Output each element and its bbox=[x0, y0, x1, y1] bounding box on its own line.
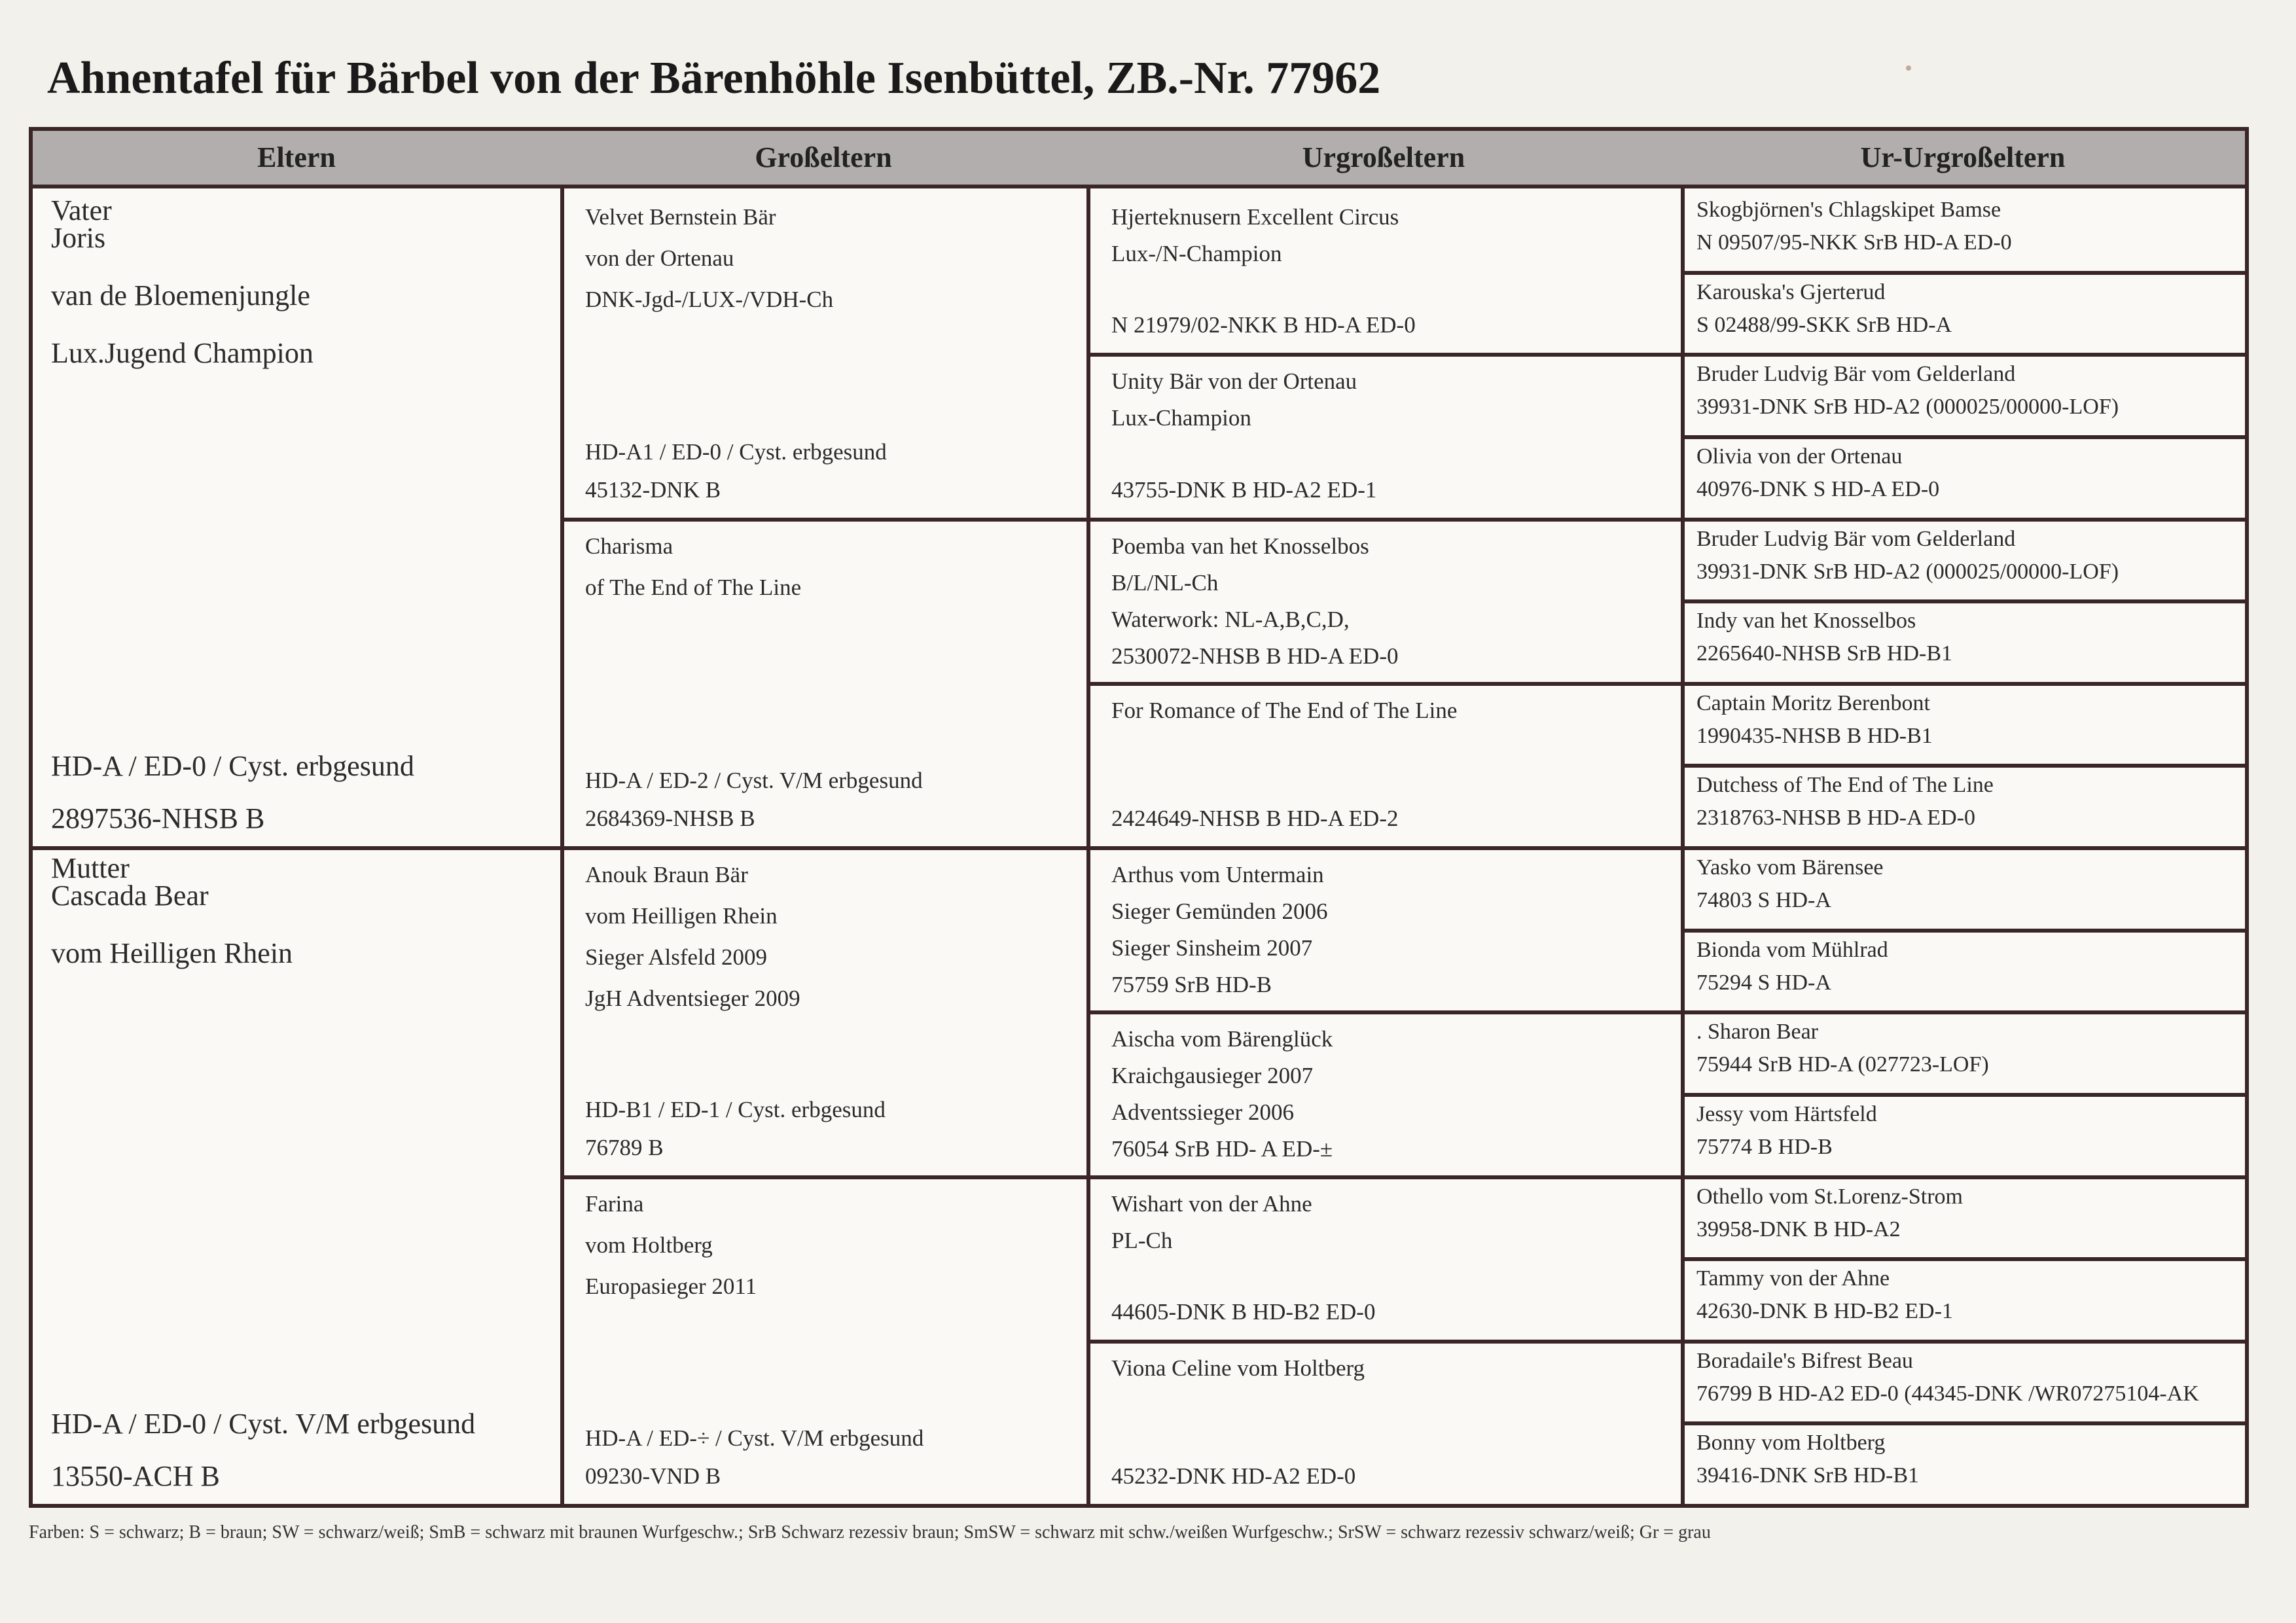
ancestor-name: Captain Moritz Berenbont bbox=[1696, 690, 1930, 715]
great-great-grandparent-cell bbox=[1681, 1340, 2245, 1426]
ancestor-registration: 75774 B HD-B bbox=[1696, 1134, 1833, 1159]
ancestor-name: Indy van het Knosselbos bbox=[1696, 609, 1916, 633]
great-grandparent-line: Aischa vom Bärenglück bbox=[1111, 1026, 1333, 1052]
ancestor-name: . Sharon Bear bbox=[1696, 1020, 1819, 1044]
ancestor-name: Skogbjörnen's Chlagskipet Bamse bbox=[1696, 198, 2001, 222]
parent-health: HD-A / ED-0 / Cyst. V/M erbgesund bbox=[51, 1408, 476, 1440]
great-grandparent-line: PL-Ch bbox=[1111, 1227, 1173, 1253]
parent-name-line: Joris bbox=[51, 222, 106, 254]
great-great-grandparent-cell bbox=[1681, 271, 2245, 357]
great-grandparent-line: Adventssieger 2006 bbox=[1111, 1099, 1294, 1126]
ancestor-registration: 39931-DNK SrB HD-A2 (000025/00000-LOF) bbox=[1696, 559, 2119, 584]
ancestor-name: Karouska's Gjerterud bbox=[1696, 279, 1886, 304]
great-grandparent-cell bbox=[1086, 1340, 1685, 1504]
ancestor-registration: 39958-DNK B HD-A2 bbox=[1696, 1217, 1901, 1241]
great-grandparent-registration: 43755-DNK B HD-A2 ED-1 bbox=[1111, 476, 1377, 503]
ancestor-registration: 76799 B HD-A2 ED-0 (44345-DNK /WR07275104-AK bbox=[1696, 1381, 2199, 1406]
grandparent-name-line: Europasieger 2011 bbox=[585, 1273, 757, 1299]
column-header: Großeltern bbox=[560, 131, 1090, 188]
great-grandparent-line: 2530072-NHSB B HD-A ED-0 bbox=[1111, 643, 1399, 669]
grandparent-health: HD-B1 / ED-1 / Cyst. erbgesund bbox=[585, 1096, 886, 1122]
parent-registration: 13550-ACH B bbox=[51, 1460, 220, 1492]
great-great-grandparent-cell bbox=[1681, 435, 2245, 522]
great-grandparent-line: 75759 SrB HD-B bbox=[1111, 972, 1272, 997]
ancestor-name: Jessy vom Härtsfeld bbox=[1696, 1101, 1877, 1126]
grandparent-name-line: vom Heilligen Rhein bbox=[585, 903, 778, 929]
great-grandparent-line: Viona Celine vom Holtberg bbox=[1111, 1355, 1365, 1381]
grandparent-registration: 45132-DNK B bbox=[585, 476, 721, 503]
great-great-grandparent-cell bbox=[1681, 188, 2245, 275]
grandparent-cell bbox=[560, 1175, 1090, 1505]
great-grandparent-registration: 45232-DNK HD-A2 ED-0 bbox=[1111, 1463, 1356, 1489]
ancestor-name: Tammy von der Ahne bbox=[1696, 1266, 1890, 1291]
great-grandparent-cell bbox=[1086, 353, 1685, 521]
great-grandparent-line: Kraichgausieger 2007 bbox=[1111, 1063, 1314, 1089]
great-grandparent-line: Sieger Gemünden 2006 bbox=[1111, 899, 1328, 924]
great-great-grandparent-cell bbox=[1681, 764, 2245, 850]
grandparent-name-line: Farina bbox=[585, 1190, 644, 1217]
great-grandparent-line: Arthus vom Untermain bbox=[1111, 862, 1324, 887]
great-grandparent-line: Unity Bär von der Ortenau bbox=[1111, 368, 1357, 395]
great-grandparent-registration: N 21979/02-NKK B HD-A ED-0 bbox=[1111, 312, 1416, 338]
great-grandparent-cell bbox=[1086, 682, 1685, 850]
great-grandparent-line: Lux-Champion bbox=[1111, 405, 1251, 431]
page-title: Ahnentafel für Bärbel von der Bärenhöhle Isenbüttel, ZB.-Nr. 77962 bbox=[47, 53, 1381, 103]
grandparent-cell bbox=[560, 846, 1090, 1179]
ancestor-registration: 40976-DNK S HD-A ED-0 bbox=[1696, 476, 1940, 501]
great-grandparent-cell bbox=[1086, 846, 1685, 1014]
parent-name-line: Lux.Jugend Champion bbox=[51, 337, 314, 369]
grandparent-cell bbox=[560, 188, 1090, 522]
ancestor-registration: 42630-DNK B HD-B2 ED-1 bbox=[1696, 1299, 1953, 1324]
grandparent-name-line: Sieger Alsfeld 2009 bbox=[585, 944, 768, 970]
ancestor-name: Olivia von der Ortenau bbox=[1696, 444, 1903, 469]
ancestor-name: Dutchess of The End of The Line bbox=[1696, 773, 1994, 798]
great-grandparent-cell bbox=[1086, 188, 1685, 357]
great-great-grandparent-cell bbox=[1681, 1010, 2245, 1097]
parent-health: HD-A / ED-0 / Cyst. erbgesund bbox=[51, 750, 414, 782]
grandparent-name-line: Velvet Bernstein Bär bbox=[585, 204, 776, 230]
ancestor-name: Boradaile's Bifrest Beau bbox=[1696, 1348, 1913, 1373]
great-great-grandparent-cell bbox=[1681, 599, 2245, 686]
grandparent-name-line: Anouk Braun Bär bbox=[585, 862, 748, 887]
ancestor-registration: N 09507/95-NKK SrB HD-A ED-0 bbox=[1696, 230, 2012, 255]
paper-speck bbox=[1906, 65, 1911, 71]
grandparent-registration: 2684369-NHSB B bbox=[585, 806, 755, 831]
ancestor-registration: 75294 S HD-A bbox=[1696, 970, 1831, 995]
great-great-grandparent-cell bbox=[1681, 518, 2245, 604]
grandparent-name-line: of The End of The Line bbox=[585, 574, 802, 600]
great-grandparent-registration: 2424649-NHSB B HD-A ED-2 bbox=[1111, 806, 1399, 831]
great-great-grandparent-cell bbox=[1681, 929, 2245, 1015]
great-great-grandparent-cell bbox=[1681, 1175, 2245, 1262]
great-grandparent-line: Sieger Sinsheim 2007 bbox=[1111, 935, 1313, 961]
grandparent-name-line: JgH Adventsieger 2009 bbox=[585, 986, 800, 1011]
great-great-grandparent-cell bbox=[1681, 1421, 2245, 1504]
great-great-grandparent-cell bbox=[1681, 353, 2245, 439]
grandparent-name-line: vom Holtberg bbox=[585, 1232, 713, 1258]
ancestor-registration: 39931-DNK SrB HD-A2 (000025/00000-LOF) bbox=[1696, 395, 2119, 419]
parent-role: Vater bbox=[51, 194, 112, 226]
great-grandparent-line: Waterwork: NL-A,B,C,D, bbox=[1111, 606, 1350, 632]
column-header: Urgroßeltern bbox=[1086, 131, 1685, 188]
ancestor-registration: 2265640-NHSB SrB HD-B1 bbox=[1696, 641, 1953, 666]
parent-name-line: van de Bloemenjungle bbox=[51, 279, 310, 312]
ancestor-name: Bruder Ludvig Bär vom Gelderland bbox=[1696, 362, 2016, 387]
dam-cell bbox=[33, 846, 564, 1504]
great-great-grandparent-cell bbox=[1681, 1093, 2245, 1179]
ancestor-name: Yasko vom Bärensee bbox=[1696, 855, 1884, 880]
ancestor-name: Othello vom St.Lorenz-Strom bbox=[1696, 1184, 1964, 1209]
great-grandparent-line: For Romance of The End of The Line bbox=[1111, 697, 1458, 723]
grandparent-health: HD-A / ED-2 / Cyst. V/M erbgesund bbox=[585, 768, 923, 793]
ancestor-name: Bionda vom Mühlrad bbox=[1696, 937, 1888, 962]
parent-role: Mutter bbox=[51, 852, 130, 884]
great-grandparent-registration: 44605-DNK B HD-B2 ED-0 bbox=[1111, 1298, 1376, 1325]
grandparent-health: HD-A1 / ED-0 / Cyst. erbgesund bbox=[585, 438, 887, 465]
great-grandparent-line: Hjerteknusern Excellent Circus bbox=[1111, 204, 1399, 230]
sire-cell bbox=[33, 188, 564, 850]
ancestor-registration: 74803 S HD-A bbox=[1696, 888, 1831, 912]
grandparent-cell bbox=[560, 518, 1090, 851]
great-grandparent-cell bbox=[1086, 1175, 1685, 1344]
ancestor-registration: 1990435-NHSB B HD-B1 bbox=[1696, 723, 1933, 748]
color-legend: Farben: S = schwarz; B = braun; SW = schwarz/weiß; SmB = schwarz mit braunen Wurfgeschw.; SrB Schwarz rezessiv braun; SmSW = schwarz mit schw./weißen Wurfgeschw.; SrSW = schwarz rezessiv schwarz/weiß; Gr = grau bbox=[29, 1522, 1711, 1543]
great-grandparent-line: Wishart von der Ahne bbox=[1111, 1190, 1312, 1217]
grandparent-registration: 76789 B bbox=[585, 1134, 664, 1160]
pedigree-table bbox=[29, 127, 2249, 1508]
great-grandparent-line: Poemba van het Knosselbos bbox=[1111, 533, 1369, 559]
great-great-grandparent-cell bbox=[1681, 1257, 2245, 1344]
grandparent-registration: 09230-VND B bbox=[585, 1463, 721, 1489]
ancestor-name: Bruder Ludvig Bär vom Gelderland bbox=[1696, 526, 2016, 551]
great-grandparent-line: 76054 SrB HD- A ED-± bbox=[1111, 1136, 1333, 1162]
ancestor-registration: S 02488/99-SKK SrB HD-A bbox=[1696, 312, 1952, 337]
great-grandparent-line: B/L/NL-Ch bbox=[1111, 569, 1219, 596]
column-header: Ur-Urgroßeltern bbox=[1681, 131, 2245, 188]
great-grandparent-cell bbox=[1086, 1010, 1685, 1179]
column-header: Eltern bbox=[33, 131, 564, 188]
great-great-grandparent-cell bbox=[1681, 846, 2245, 933]
parent-name-line: Cascada Bear bbox=[51, 880, 209, 912]
great-grandparent-cell bbox=[1086, 518, 1685, 686]
ancestor-name: Bonny vom Holtberg bbox=[1696, 1431, 1886, 1455]
grandparent-name-line: von der Ortenau bbox=[585, 245, 734, 271]
parent-registration: 2897536-NHSB B bbox=[51, 802, 265, 834]
ancestor-registration: 75944 SrB HD-A (027723-LOF) bbox=[1696, 1052, 1989, 1077]
great-great-grandparent-cell bbox=[1681, 682, 2245, 768]
great-grandparent-line: Lux-/N-Champion bbox=[1111, 241, 1282, 266]
parent-name-line: vom Heilligen Rhein bbox=[51, 937, 293, 969]
grandparent-health: HD-A / ED-÷ / Cyst. V/M erbgesund bbox=[585, 1425, 924, 1451]
grandparent-name-line: Charisma bbox=[585, 533, 673, 559]
grandparent-name-line: DNK-Jgd-/LUX-/VDH-Ch bbox=[585, 287, 834, 312]
ancestor-registration: 39416-DNK SrB HD-B1 bbox=[1696, 1463, 1919, 1488]
ancestor-registration: 2318763-NHSB B HD-A ED-0 bbox=[1696, 806, 1975, 830]
